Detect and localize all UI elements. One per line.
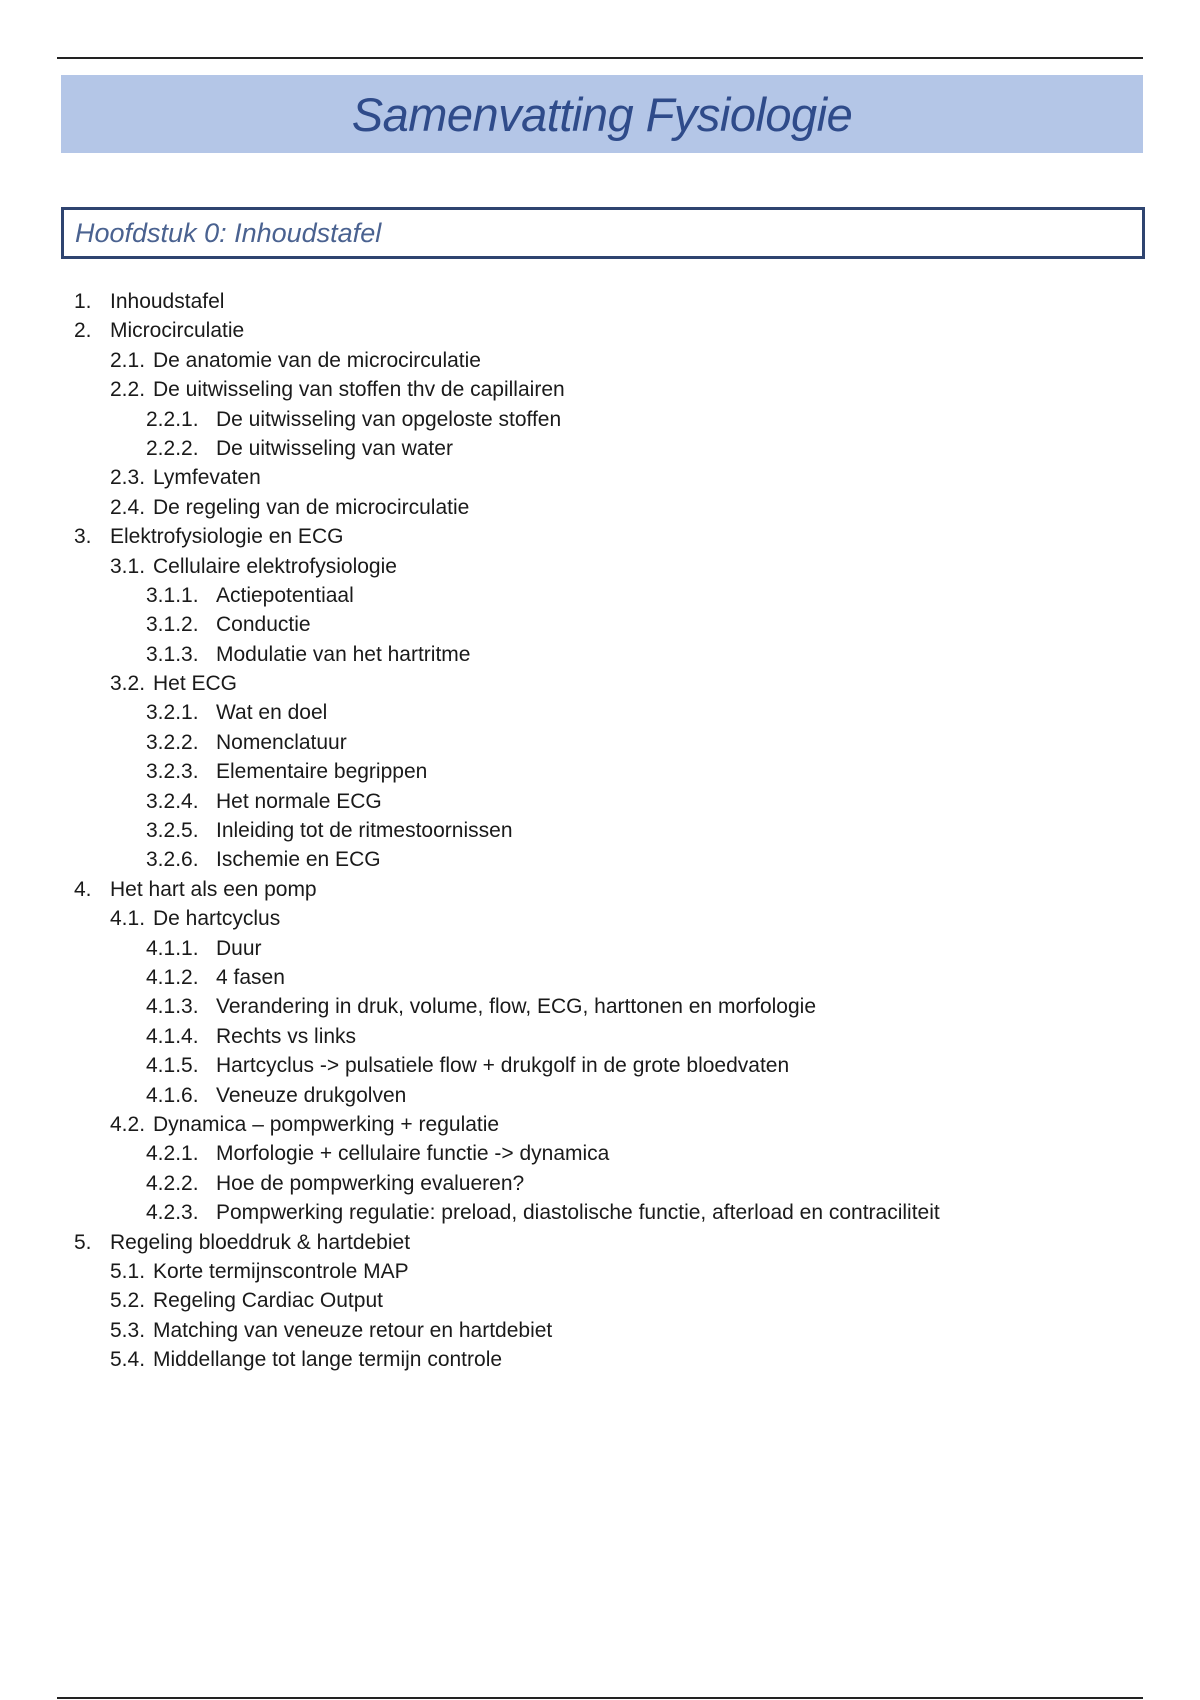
toc-entry-number: 3.2.2. bbox=[146, 730, 199, 754]
header-rule bbox=[57, 57, 1143, 59]
toc-entry-label: Elementaire begrippen bbox=[216, 760, 428, 784]
toc-entry-label: Dynamica – pompwerking + regulatie bbox=[153, 1112, 500, 1136]
toc-entry[interactable] bbox=[0, 1316, 1200, 1345]
toc-entry-label: Middellange tot lange termijn controle bbox=[153, 1348, 503, 1372]
toc-entry-number: 5. bbox=[74, 1230, 92, 1254]
toc-entry-label: De hartcyclus bbox=[153, 907, 281, 931]
toc-entry-number: 3.2.6. bbox=[146, 848, 199, 872]
toc-entry[interactable] bbox=[0, 552, 1200, 581]
toc-entry-number: 3. bbox=[74, 525, 92, 549]
toc-entry[interactable] bbox=[0, 934, 1200, 963]
toc-entry-number: 4.1.4. bbox=[146, 1024, 199, 1048]
toc-entry-number: 2.2.2. bbox=[146, 436, 199, 460]
toc-entry[interactable] bbox=[0, 1228, 1200, 1257]
toc-entry-number: 2.2.1. bbox=[146, 407, 199, 431]
toc-entry[interactable] bbox=[0, 316, 1200, 345]
toc-entry-label: Cellulaire elektrofysiologie bbox=[153, 554, 397, 578]
toc-entry-label: Inleiding tot de ritmestoornissen bbox=[216, 819, 513, 843]
toc-entry-number: 4.2.1. bbox=[146, 1142, 199, 1166]
toc-entry[interactable] bbox=[0, 845, 1200, 874]
toc-entry[interactable] bbox=[0, 669, 1200, 698]
toc-entry[interactable] bbox=[0, 522, 1200, 551]
toc-entry-number: 3.2.1. bbox=[146, 701, 199, 725]
toc-entry-label: Matching van veneuze retour en hartdebiet bbox=[153, 1318, 553, 1342]
toc-entry[interactable] bbox=[0, 1257, 1200, 1286]
toc-entry-number: 4.2.3. bbox=[146, 1201, 199, 1225]
toc-entry-number: 3.1.2. bbox=[146, 613, 199, 637]
table-of-contents bbox=[0, 287, 1200, 1374]
toc-entry-number: 4. bbox=[74, 877, 92, 901]
toc-entry-label: De regeling van de microcirculatie bbox=[153, 495, 470, 519]
toc-entry[interactable] bbox=[0, 1198, 1200, 1227]
toc-entry-label: Verandering in druk, volume, flow, ECG, harttonen en morfologie bbox=[216, 995, 816, 1019]
toc-entry-number: 3.2.3. bbox=[146, 760, 199, 784]
toc-entry[interactable] bbox=[0, 1345, 1200, 1374]
toc-entry[interactable] bbox=[0, 346, 1200, 375]
toc-entry-label: Conductie bbox=[216, 613, 311, 637]
toc-entry-number: 4.1.2. bbox=[146, 965, 199, 989]
toc-entry[interactable] bbox=[0, 757, 1200, 786]
toc-entry-number: 3.2.5. bbox=[146, 819, 199, 843]
document-title: Samenvatting Fysiologie bbox=[351, 87, 853, 141]
toc-entry-number: 2.4. bbox=[110, 495, 146, 519]
toc-entry-number: 2.1. bbox=[110, 348, 146, 372]
toc-entry[interactable] bbox=[0, 1169, 1200, 1198]
toc-entry[interactable] bbox=[0, 405, 1200, 434]
toc-entry-label: Elektrofysiologie en ECG bbox=[110, 525, 344, 549]
toc-entry-number: 4.1.1. bbox=[146, 936, 199, 960]
toc-entry-label: De uitwisseling van stoffen thv de capillairen bbox=[153, 378, 565, 402]
toc-entry[interactable] bbox=[0, 493, 1200, 522]
toc-entry-label: Wat en doel bbox=[216, 701, 328, 725]
toc-entry[interactable] bbox=[0, 816, 1200, 845]
toc-entry-number: 4.1.5. bbox=[146, 1054, 199, 1078]
toc-entry[interactable] bbox=[0, 728, 1200, 757]
toc-entry-label: Inhoudstafel bbox=[110, 290, 225, 313]
toc-entry-number: 2.3. bbox=[110, 466, 146, 490]
toc-entry[interactable] bbox=[0, 875, 1200, 904]
toc-entry-label: Regeling bloeddruk & hartdebiet bbox=[110, 1230, 411, 1254]
toc-entry[interactable] bbox=[0, 1110, 1200, 1139]
toc-entry-number: 5.3. bbox=[110, 1318, 146, 1342]
toc-entry-label: Actiepotentiaal bbox=[216, 583, 354, 607]
toc-entry-label: Microcirculatie bbox=[110, 319, 245, 343]
toc-entry-number: 4.1. bbox=[110, 907, 146, 931]
toc-entry[interactable] bbox=[0, 1139, 1200, 1168]
toc-entry-label: Rechts vs links bbox=[216, 1024, 357, 1048]
toc-entry[interactable] bbox=[0, 787, 1200, 816]
toc-entry-number: 1. bbox=[74, 290, 92, 313]
toc-entry-label: Hoe de pompwerking evalueren? bbox=[216, 1171, 525, 1195]
toc-entry-label: De uitwisseling van water bbox=[216, 436, 453, 460]
toc-entry-label: Pompwerking regulatie: preload, diastolische functie, afterload en contraciliteit bbox=[216, 1201, 940, 1225]
toc-entry[interactable] bbox=[0, 963, 1200, 992]
toc-entry-label: De uitwisseling van opgeloste stoffen bbox=[216, 407, 562, 431]
toc-entry[interactable] bbox=[0, 904, 1200, 933]
toc-entry[interactable] bbox=[0, 463, 1200, 492]
toc-entry[interactable] bbox=[0, 1051, 1200, 1080]
toc-entry[interactable] bbox=[0, 1081, 1200, 1110]
toc-entry-number: 4.1.6. bbox=[146, 1083, 199, 1107]
toc-entry[interactable] bbox=[0, 1022, 1200, 1051]
toc-entry-number: 4.2.2. bbox=[146, 1171, 199, 1195]
toc-entry-number: 4.2. bbox=[110, 1112, 146, 1136]
toc-entry-label: Morfologie + cellulaire functie -> dynamica bbox=[216, 1142, 610, 1166]
toc-entry-label: Korte termijnscontrole MAP bbox=[153, 1259, 409, 1283]
toc-entry-label: Ischemie en ECG bbox=[216, 848, 381, 872]
toc-entry-number: 3.1.3. bbox=[146, 642, 199, 666]
toc-entry-number: 5.4. bbox=[110, 1348, 146, 1372]
toc-entry-label: Het ECG bbox=[153, 672, 238, 696]
toc-entry-number: 3.1.1. bbox=[146, 583, 199, 607]
toc-entry-label: Regeling Cardiac Output bbox=[153, 1289, 383, 1313]
toc-entry[interactable] bbox=[0, 640, 1200, 669]
toc-entry-label: Het hart als een pomp bbox=[110, 877, 317, 901]
toc-entry[interactable] bbox=[0, 992, 1200, 1021]
toc-entry[interactable] bbox=[0, 375, 1200, 404]
toc-entry-number: 4.1.3. bbox=[146, 995, 199, 1019]
chapter-heading-box bbox=[61, 207, 1145, 259]
toc-entry-number: 3.2. bbox=[110, 672, 146, 696]
toc-entry[interactable] bbox=[0, 610, 1200, 639]
toc-entry-label: Lymfevaten bbox=[153, 466, 261, 490]
toc-entry-label: 4 fasen bbox=[216, 965, 285, 989]
toc-entry-number: 5.2. bbox=[110, 1289, 146, 1313]
toc-entry[interactable] bbox=[0, 581, 1200, 610]
toc-entry[interactable] bbox=[0, 434, 1200, 463]
chapter-heading: Hoofdstuk 0: Inhoudstafel bbox=[75, 217, 382, 248]
toc-entry-label: Het normale ECG bbox=[216, 789, 382, 813]
toc-entry-label: Hartcyclus -> pulsatiele flow + drukgolf in de grote bloedvaten bbox=[216, 1054, 790, 1078]
toc-entry-number: 5.1. bbox=[110, 1259, 146, 1283]
title-banner bbox=[61, 75, 1143, 153]
toc-entry-number: 3.2.4. bbox=[146, 789, 199, 813]
toc-entry[interactable] bbox=[0, 698, 1200, 727]
toc-entry-label: Modulatie van het hartritme bbox=[216, 642, 471, 666]
toc-entry-label: Nomenclatuur bbox=[216, 730, 347, 754]
toc-entry-label: Duur bbox=[216, 936, 262, 960]
toc-entry-number: 2. bbox=[74, 319, 92, 343]
toc-entry-number: 3.1. bbox=[110, 554, 146, 578]
toc-entry-label: Veneuze drukgolven bbox=[216, 1083, 407, 1107]
toc-entry[interactable] bbox=[0, 1286, 1200, 1315]
footer-rule bbox=[57, 1697, 1143, 1699]
toc-entry[interactable] bbox=[0, 287, 1200, 316]
toc-entry-label: De anatomie van de microcirculatie bbox=[153, 348, 481, 372]
toc-entry-number: 2.2. bbox=[110, 378, 146, 402]
